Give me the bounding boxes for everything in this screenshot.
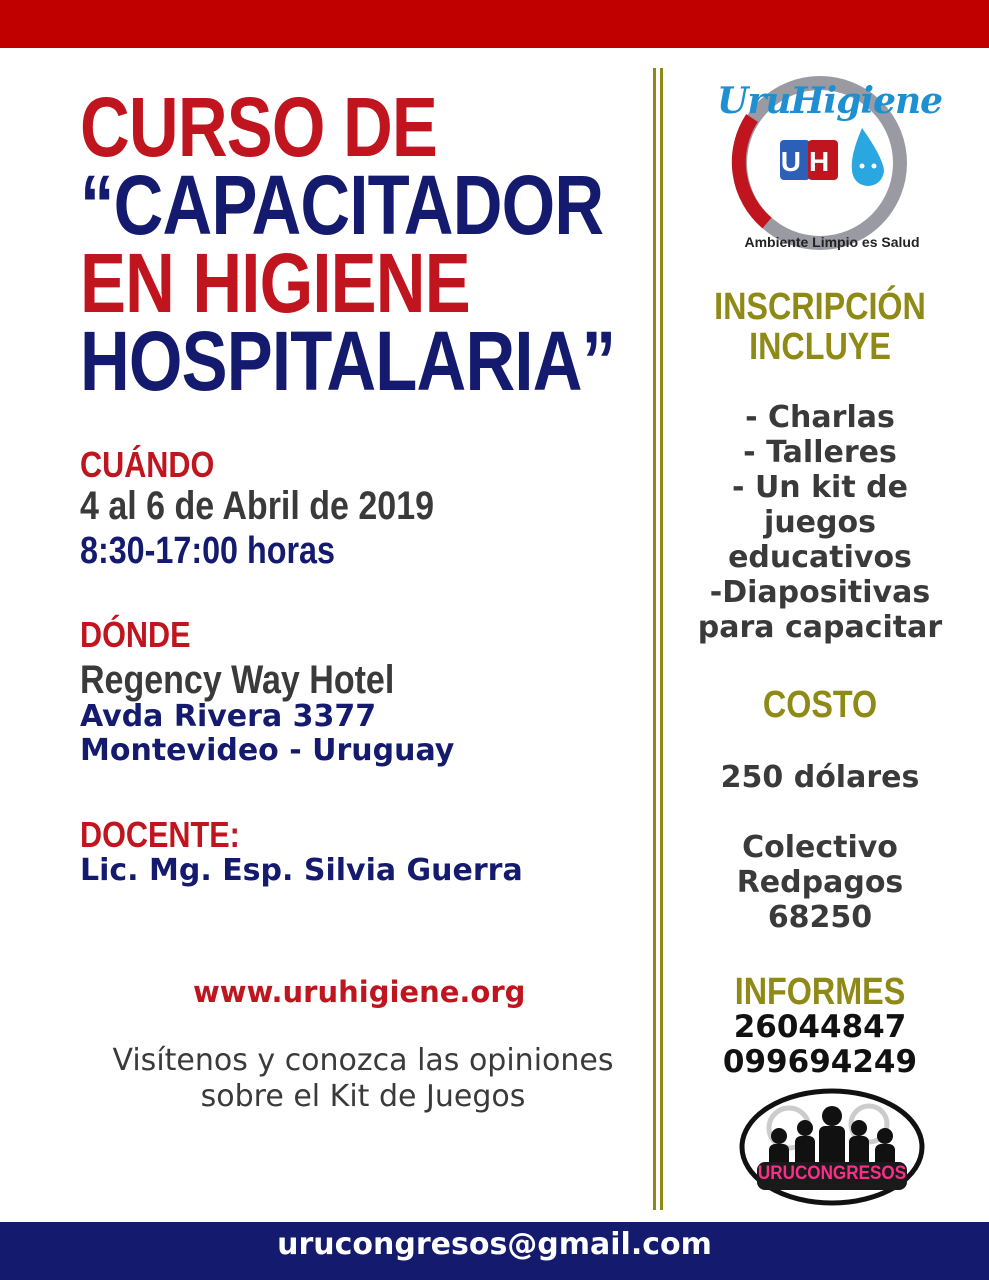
uruhigiene-tagline: Ambiente Limpio es Salud [744,234,920,250]
cost-heading: COSTO [762,684,878,726]
visit-line-1: Visítenos y conozca las opiniones [112,1043,614,1078]
includes-heading-2: INCLUYE [749,326,891,368]
info-phone-2: 099694249 [722,1044,918,1080]
payment-line-2: Redpagos [736,865,904,900]
teacher-name: Lic. Mg. Esp. Silvia Guerra [80,853,523,888]
teacher-heading: DOCENTE: [80,814,240,855]
payment-method [680,830,960,935]
includes-item: para capacitar [697,610,943,645]
where-address: Avda Rivera 3377 [80,699,377,734]
vertical-divider [660,68,663,1210]
info-phone-1: 26044847 [733,1009,907,1045]
payment-line-3: 68250 [767,900,873,935]
payment-line-1: Colectivo [742,830,898,865]
urucongresos-logo-graphic [739,1088,925,1206]
water-drop-icon [852,128,884,186]
where-heading: DÓNDE [80,614,191,655]
visit-text [88,1043,638,1115]
includes-item: - Charlas [745,400,895,435]
when-heading: CUÁNDO [80,444,215,485]
info-heading: INFORMES [734,971,906,1013]
visit-line-2: sobre el Kit de Juegos [200,1079,526,1114]
vertical-divider [653,68,656,1210]
includes-item: - Talleres [743,435,897,470]
cost-amount: 250 dólares [720,760,920,795]
page-title [80,80,616,408]
urucongresos-logo [739,1088,925,1206]
includes-item: - Un kit de [732,470,908,505]
where-city: Montevideo - Uruguay [80,733,455,768]
title-line-3: EN HIGIENE [80,236,470,330]
includes-heading-1: INSCRIPCIÓN [714,286,926,328]
when-date: 4 al 6 de Abril de 2019 [80,484,435,528]
title-line-2: “CAPACITADOR [80,158,604,252]
where-venue: Regency Way Hotel [80,658,395,702]
includes-item: educativos [728,540,912,575]
uruhigiene-logo [712,58,952,258]
urucongresos-logo-name: URUCONGRESOS [757,1163,907,1184]
title-line-4: HOSPITALARIA” [80,314,616,408]
includes-item: -Diapositivas [709,575,931,610]
when-hours: 8:30-17:00 horas [80,530,335,572]
website-link[interactable]: www.uruhigiene.org [193,975,526,1009]
top-red-bar [0,0,989,48]
uruhigiene-logo-name: UruHigiene [717,80,943,122]
footer-email[interactable]: urucongresos@gmail.com [277,1227,712,1262]
uruhigiene-logo-initials: UH [780,146,838,177]
footer-bar [0,1222,989,1280]
title-line-1: CURSO DE [80,80,438,174]
includes-item: juegos [764,505,876,540]
includes-list [680,400,960,645]
